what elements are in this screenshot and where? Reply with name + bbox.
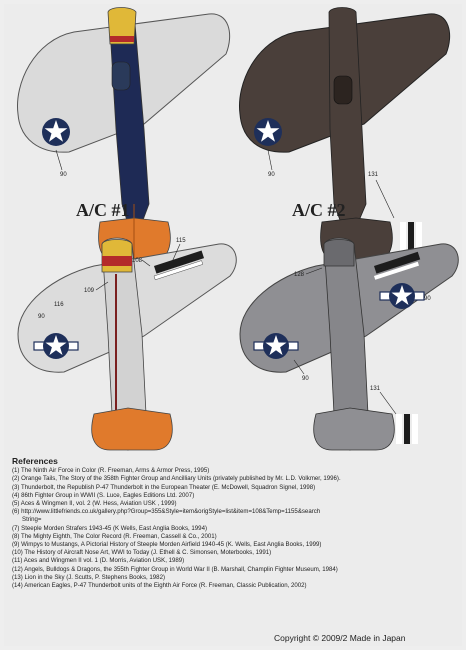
callout-90: 90: [302, 376, 309, 382]
star-insignia-icon: [42, 118, 70, 146]
callout-90: 90: [424, 296, 431, 302]
reference-item: (9) Wimpys to Mustangs, A Pictorial History of Steeple Morden Airfield 1940-45 (K. Wells, East Anglia Books, 1999): [12, 541, 322, 549]
callout-90: 90: [38, 314, 45, 320]
reference-item: (5) Aces & Wingmen II, vol. 2 (W. Hess, Aviation USK , 1999): [12, 500, 177, 508]
decal-sheet: [4, 4, 462, 646]
ac2-top-view: [239, 8, 449, 263]
callout-90: 90: [268, 172, 275, 178]
reference-item: (12) Angels, Bulldogs & Dragons, the 355th Fighter Group in World War II (B. Marshall, Champlin Fighter Museum, 1984): [12, 565, 338, 573]
reference-item: (11) Aces and Wingmen II vol. 1 (D. Morris, Aviation USK, 1989): [12, 557, 185, 565]
reference-item: (1) The Ninth Air Force in Color (R. Freeman, Arms & Armor Press, 1995): [12, 467, 210, 475]
callout-115: 115: [176, 238, 186, 244]
references-section: [12, 457, 464, 590]
references-heading: References: [12, 456, 58, 466]
ac2-bottom-view: [240, 238, 458, 450]
reference-item: (2) Orange Tails, The Story of the 358th Fighter Group and Ancilliary Units (privately published by Mr. L.D. Volkmer, 1996).: [12, 475, 341, 483]
star-insignia-icon: [254, 118, 282, 146]
reference-item: (8) The Mighty Eighth, The Color Record (R. Freeman, Cassell & Co., 2001): [12, 532, 217, 540]
reference-item: (10) The History of Aircraft Nose Art, WWI to Today (J. Ethell & C. Simonsen, Moterbooks, 1991): [12, 549, 272, 557]
copyright-notice: Copyright © 2009/2 Made in Japan: [274, 633, 406, 643]
callout-90: 90: [60, 172, 67, 178]
reference-item: (7) Steeple Morden Strafers 1943-45 (K Wells, East Anglia Books, 1994): [12, 524, 207, 532]
aircraft-label-1: A/C #1: [76, 200, 130, 220]
callout-128: 128: [294, 272, 305, 278]
callout-131: 131: [370, 386, 381, 392]
ac1-bottom-view: [18, 238, 236, 450]
callout-131: 131: [368, 172, 379, 178]
reference-item: (4) 86th Fighter Group in WWII (S. Luce, Eagles Editions Ltd. 2007): [12, 491, 195, 499]
callout-116: 116: [54, 302, 64, 308]
aircraft-label-2: A/C #2: [292, 200, 346, 220]
reference-item: (14) American Eagles, P-47 Thunderbolt units of the Eighth Air Force (R. Freeman, Classic Publication, 2002): [12, 582, 307, 590]
ac1-top-view: [17, 8, 229, 263]
reference-item: String=: [22, 516, 42, 524]
callout-109: 109: [84, 288, 95, 294]
reference-item: (13) Lion in the Sky (J. Scutts, P. Stephens Books, 1982): [12, 573, 165, 581]
aircraft-profiles: [4, 4, 462, 454]
reference-item: (3) Thunderbolt, the Republish P-47 Thunderbolt in the European Theater (E. McDowell, Squadron Signel, 1998): [12, 483, 316, 491]
callout-108: 108: [132, 258, 143, 264]
reference-item: (6) http://www.littlefriends.co.uk/gallery.php?Group=355&Style=item&origStyle=list&item=108&Temp=1155&search: [12, 508, 321, 516]
